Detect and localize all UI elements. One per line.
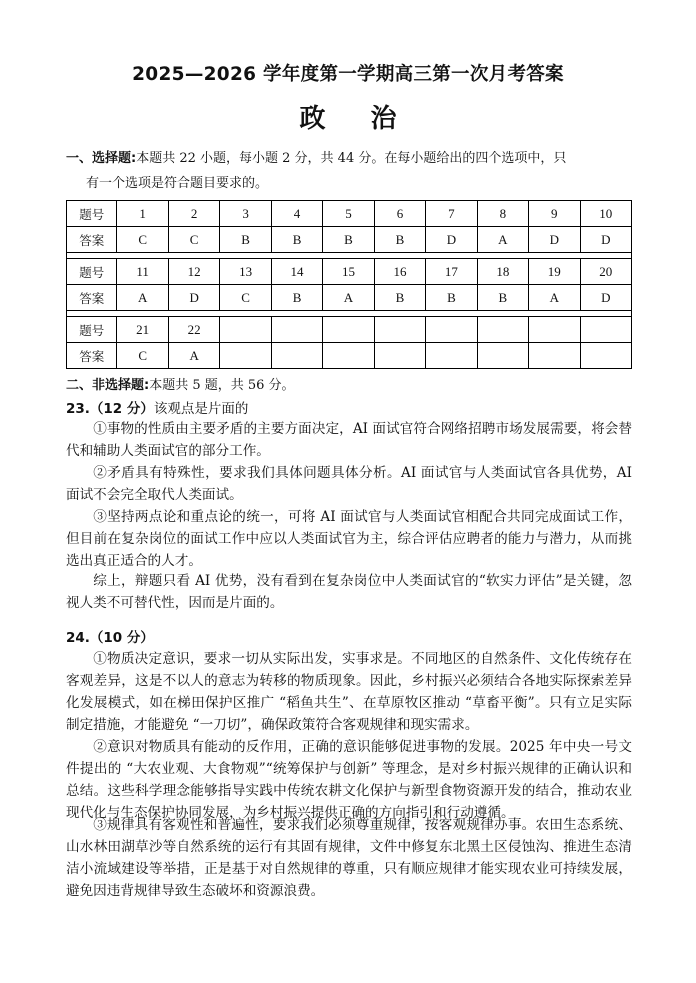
q24-paragraph-1: ①物质决定意识，要求一切从实际出发，实事求是。不同地区的自然条件、文化传统存在客观差异，这是不以人的意志为转移的物质现象。因此，乡村振兴必须结合各地实际探索差异化发展模式，如在梯田保护区推广 “稻鱼共生”、在草原牧区推动 “草畜平衡”。只有立足实际制定措施，才能避免 “一刀切”，确保政策符合客观规律和现实需求。 [66,651,632,733]
table-row-label: 题号 [67,201,117,227]
question-number-cell: 2 [168,201,219,227]
page-title: 2025—2026 学年度第一学期高三第一次月考答案 [132,64,564,85]
answer-cell: A [529,285,580,311]
q24-paragraph-3: ③规律具有客观性和普遍性，要求我们必须尊重规律，按客观规律办事。农田生态系统、山水林田湖草沙等自然系统的运行有其固有规律，文件中修复东北黑土区侵蚀沟、推进生态清洁小流域建设等举措，正是基于对自然规律的尊重，只有顺应规律才能实现农业可持续发展，避免因违背规律导致生态破坏和资源浪费。 [66,817,632,899]
section1-desc-line2: 有一个选项是符合题目要求的。 [86,176,269,191]
question-number-cell: 21 [117,317,168,343]
answer-cell: A [168,343,219,369]
section2-heading: 二、非选择题: [66,378,150,393]
answer-cell [477,343,528,369]
answer-cell [323,343,374,369]
question-number-cell [374,317,425,343]
question-number-cell: 5 [323,201,374,227]
answer-cell: B [374,227,425,253]
question-number-cell: 19 [529,259,580,285]
section1-heading: 一、选择题: [66,151,137,166]
q24-header [66,626,154,646]
answer-cell: B [271,227,322,253]
answer-cell: A [323,285,374,311]
answer-table [66,200,632,369]
answer-cell: B [323,227,374,253]
question-number-cell: 10 [580,201,631,227]
question-number-cell [426,317,477,343]
question-number-cell: 20 [580,259,631,285]
answer-cell: C [117,227,168,253]
section1-desc-line1: 本题共 22 小题，每小题 2 分，共 44 分。在每小题给出的四个选项中，只 [136,151,567,166]
q23-paragraph-4: 综上，辩题只看 AI 优势，没有看到在复杂岗位中人类面试官的“软实力评估”是关键，忽视人类不可替代性，因而是片面的。 [66,573,632,611]
question-number-cell: 7 [426,201,477,227]
answer-cell [426,343,477,369]
answer-cell: B [271,285,322,311]
answer-cell: A [477,227,528,253]
answer-cell: C [220,285,271,311]
question-number-cell: 13 [220,259,271,285]
answer-cell: D [426,227,477,253]
question-number-cell: 15 [323,259,374,285]
question-number-cell: 3 [220,201,271,227]
q23-paragraph-1: ①事物的性质由主要矛盾的主要方面决定，AI 面试官符合网络招聘市场发展需要，将会替代和辅助人类面试官的部分工作。 [66,421,632,459]
answer-cell [374,343,425,369]
section2-instructions [66,374,295,393]
question-number-row [67,259,632,285]
answer-cell: B [374,285,425,311]
question-number-cell [271,317,322,343]
answer-cell: C [168,227,219,253]
question-number-cell: 11 [117,259,168,285]
answer-cell: D [168,285,219,311]
answer-cell [580,343,631,369]
table-row-label: 答案 [67,285,117,311]
section2-desc: 本题共 5 题，共 56 分。 [149,378,295,393]
answer-cell: D [580,285,631,311]
question-number-cell: 14 [271,259,322,285]
question-number-cell [323,317,374,343]
answer-cell: B [477,285,528,311]
answer-cell: D [529,227,580,253]
question-number-cell: 8 [477,201,528,227]
table-row-label: 答案 [67,227,117,253]
question-number-cell: 1 [117,201,168,227]
subject-title: 政 治 [299,104,415,134]
question-number-cell: 17 [426,259,477,285]
question-number-cell: 12 [168,259,219,285]
answer-cell [529,343,580,369]
question-number-cell [220,317,271,343]
question-number-cell: 4 [271,201,322,227]
q24-paragraph-2: ②意识对物质具有能动的反作用，正确的意识能够促进事物的发展。2025 年中央一号文件提出的 “大农业观、大食物观”“统筹保护与创新” 等理念，是对乡村振兴规律的正确认识和总结。这些科学理念能够指导实践中传统农耕文化保护与新型食物资源开发的结合，推动农业现代化与生态保护协同发展，为乡村振兴提供正确的方向指引和行动遵循。 [66,739,632,821]
q23-header [66,397,248,417]
question-number-cell: 9 [529,201,580,227]
question-number-cell: 18 [477,259,528,285]
answer-cell [220,343,271,369]
answer-cell: B [220,227,271,253]
q23-lead: 该观点是片面的 [153,401,249,417]
table-row-label: 题号 [67,259,117,285]
table-row-label: 答案 [67,343,117,369]
answer-cell: D [580,227,631,253]
answer-cell: B [426,285,477,311]
question-number-row [67,201,632,227]
question-number-row [67,317,632,343]
question-number-cell [529,317,580,343]
question-number-cell: 22 [168,317,219,343]
table-row-label: 题号 [67,317,117,343]
section1-instructions [66,146,636,196]
q23-paragraph-3: ③坚持两点论和重点论的统一，可将 AI 面试官与人类面试官相配合共同完成面试工作，但目前在复杂岗位的面试工作中应以人类面试官为主，综合评估应聘者的能力与潜力，从而挑选出真正适合的人才。 [66,509,632,569]
answer-row [67,343,632,369]
question-number-cell: 6 [374,201,425,227]
answer-row [67,227,632,253]
q24-number: 24.（10 分） [66,630,154,646]
q23-number: 23.（12 分） [66,401,154,417]
answer-cell: A [117,285,168,311]
answer-cell [271,343,322,369]
question-number-cell [477,317,528,343]
answer-row [67,285,632,311]
q23-paragraph-2: ②矛盾具有特殊性，要求我们具体问题具体分析。AI 面试官与人类面试官各具优势，AI 面试不会完全取代人类面试。 [66,465,632,503]
question-number-cell [580,317,631,343]
question-number-cell: 16 [374,259,425,285]
answer-cell: C [117,343,168,369]
